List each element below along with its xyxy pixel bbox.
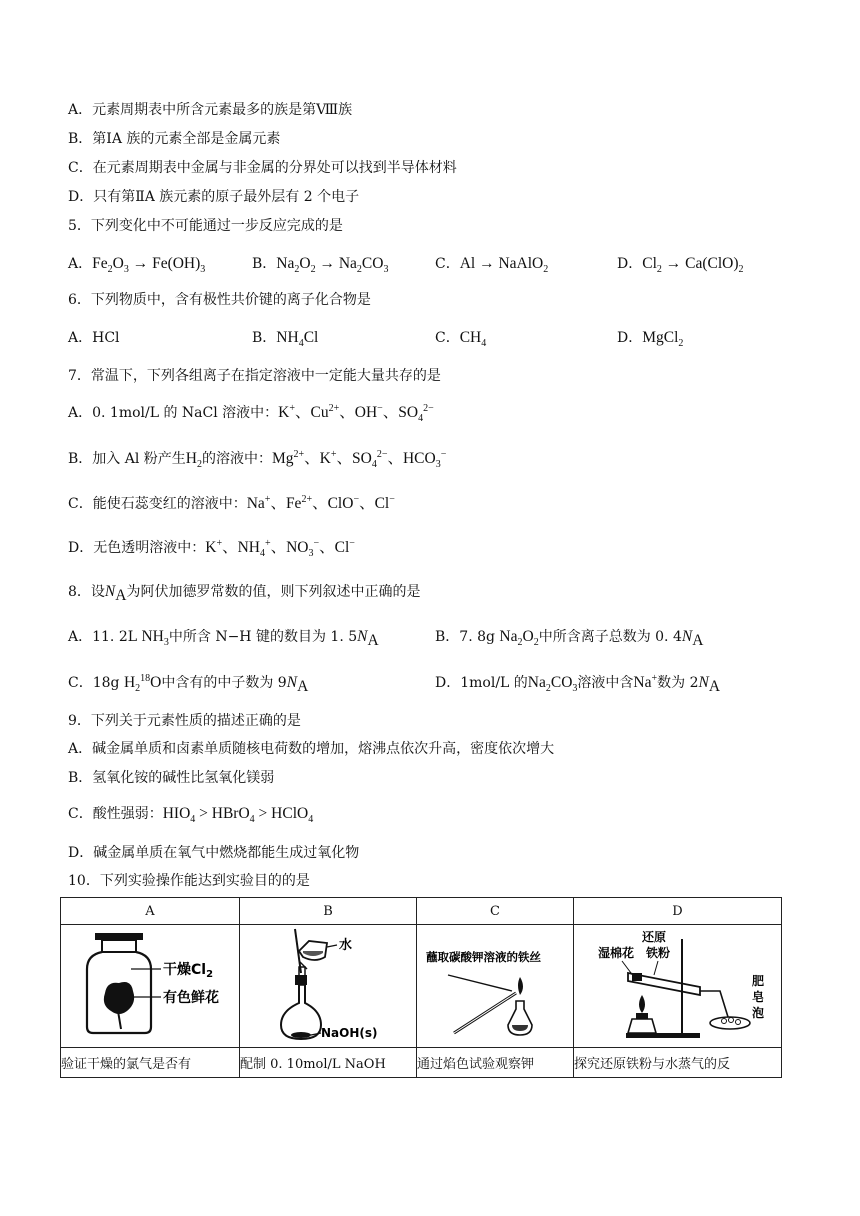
- figure-c-label-wire: 蘸取碳酸钾溶液的铁丝: [426, 950, 541, 964]
- q4-option-b: B．第ⅠA 族的元素全部是金属元素: [68, 131, 281, 147]
- iron-steam-reaction-figure: [578, 925, 778, 1043]
- figure-b-label-water: 水: [339, 938, 353, 953]
- volumetric-flask-figure: [243, 925, 413, 1043]
- figure-d-cell: [574, 925, 782, 1048]
- q5-option-a: A．$Fe_2O_3 \to Fe(OH)_3$: [68, 255, 206, 276]
- q8-option-d: D．1mol/L 的$Na_2CO_3$溶液中含Na+数为 $2N_A$: [435, 672, 721, 695]
- caption-d: 探究还原铁粉与水蒸气的反: [574, 1048, 782, 1078]
- q5-stem: 5．下列变化中不可能通过一步反应完成的是: [68, 218, 343, 234]
- q5-option-b: B．$Na_2O_2 \to Na_2CO_3$: [252, 255, 389, 276]
- figure-a-cell: [61, 925, 240, 1048]
- experiment-table: [60, 897, 782, 1078]
- caption-a: 验证干燥的氯气是否有: [61, 1048, 240, 1078]
- figure-d-label-soap-1: 肥: [751, 974, 764, 988]
- q8-stem: 8．设$N_A$为阿伏加德罗常数的值，则下列叙述中正确的是: [68, 583, 421, 604]
- q9-stem: 9．下列关于元素性质的描述正确的是: [68, 713, 301, 729]
- q5-option-c: C．Al → NaAlO$_2$: [435, 255, 549, 276]
- figure-d-label-soap-2: 皂: [751, 990, 764, 1004]
- table-header-b: B: [240, 898, 417, 925]
- flame-test-figure: [420, 925, 570, 1043]
- figure-d-label-iron-powder: 铁粉: [645, 946, 670, 960]
- q5-option-d: D．$Cl_2 \to Ca(ClO)_2$: [617, 255, 744, 276]
- table-header-d: D: [574, 898, 782, 925]
- q4-option-a: A．元素周期表中所含元素最多的族是第Ⅷ族: [68, 102, 353, 118]
- q7-option-b: B．加入 Al 粉产生$H_2$的溶液中：$Mg^{2+}$、K+、$SO_4^{2-}$、$HCO_3^-$: [68, 448, 447, 471]
- q9-option-d: D．碱金属单质在氧气中燃烧都能生成过氧化物: [68, 845, 360, 861]
- table-header-c: C: [417, 898, 574, 925]
- q8-option-c: C．18g $H_2^{18}O$中含有的中子数为 $9N_A$: [68, 672, 309, 695]
- q8-option-a: A．11. 2L $NH_3$中所含 N−H 键的数目为 1. $5N_A$: [68, 628, 379, 649]
- q6-option-a: A．HCl: [68, 330, 120, 346]
- dry-chlorine-bottle-figure: [65, 925, 235, 1043]
- q9-option-c: C．酸性强弱：$HIO_4$ > HBrO$_4$ > HClO$_4$: [68, 805, 314, 826]
- q6-option-d: D．MgCl$_2$: [617, 329, 684, 350]
- q9-option-a: A．碱金属单质和卤素单质随核电荷数的增加，熔沸点依次升高，密度依次增大: [68, 741, 555, 757]
- q6-stem: 6．下列物质中，含有极性共价键的离子化合物是: [68, 292, 371, 308]
- figure-d-label-reduced: 还原: [641, 930, 666, 944]
- caption-c: 通过焰色试验观察钾: [417, 1048, 574, 1078]
- q7-option-d: D．无色透明溶液中：K+、$NH_4^+$、$NO_3^-$、Cl−: [68, 537, 355, 560]
- figure-d-label-soap-3: 泡: [751, 1006, 764, 1020]
- q9-option-b: B．氢氧化铵的碱性比氢氧化镁弱: [68, 770, 275, 786]
- caption-b: 配制 0. 10mol/L NaOH: [240, 1048, 417, 1078]
- q4-option-d: D．只有第ⅡA 族元素的原子最外层有 2 个电子: [68, 189, 360, 205]
- q7-option-a: A．0. 1mol/L 的 NaCl 溶液中：K+、$Cu^{2+}$、OH−、$SO_4^{2-}$: [68, 402, 434, 425]
- q6-option-c: C．$CH_4$: [435, 329, 487, 350]
- q8-option-b: B．7. 8g $Na_2O_2$中所含离子总数为 0. $4N_A$: [435, 628, 704, 649]
- figure-c-cell: [417, 925, 574, 1048]
- table-header-a: A: [61, 898, 240, 925]
- q7-option-c: C．能使石蕊变红的溶液中：Na+、$Fe^{2+}$、ClO−、Cl−: [68, 493, 395, 512]
- figure-a-label-gas: 干燥$Cl_2$: [163, 962, 214, 980]
- q6-option-b: B．$NH_4Cl$: [252, 329, 319, 350]
- q10-stem: 10．下列实验操作能达到实验目的的是: [68, 873, 310, 889]
- figure-b-label-naoh: NaOH(s): [321, 1026, 378, 1040]
- q4-option-c: C．在元素周期表中金属与非金属的分界处可以找到半导体材料: [68, 160, 457, 176]
- figure-b-cell: [240, 925, 417, 1048]
- q7-stem: 7．常温下，下列各组离子在指定溶液中一定能大量共存的是: [68, 368, 441, 384]
- figure-a-label-flower: 有色鲜花: [163, 990, 219, 1006]
- figure-d-label-wet-cotton: 湿棉花: [597, 946, 634, 960]
